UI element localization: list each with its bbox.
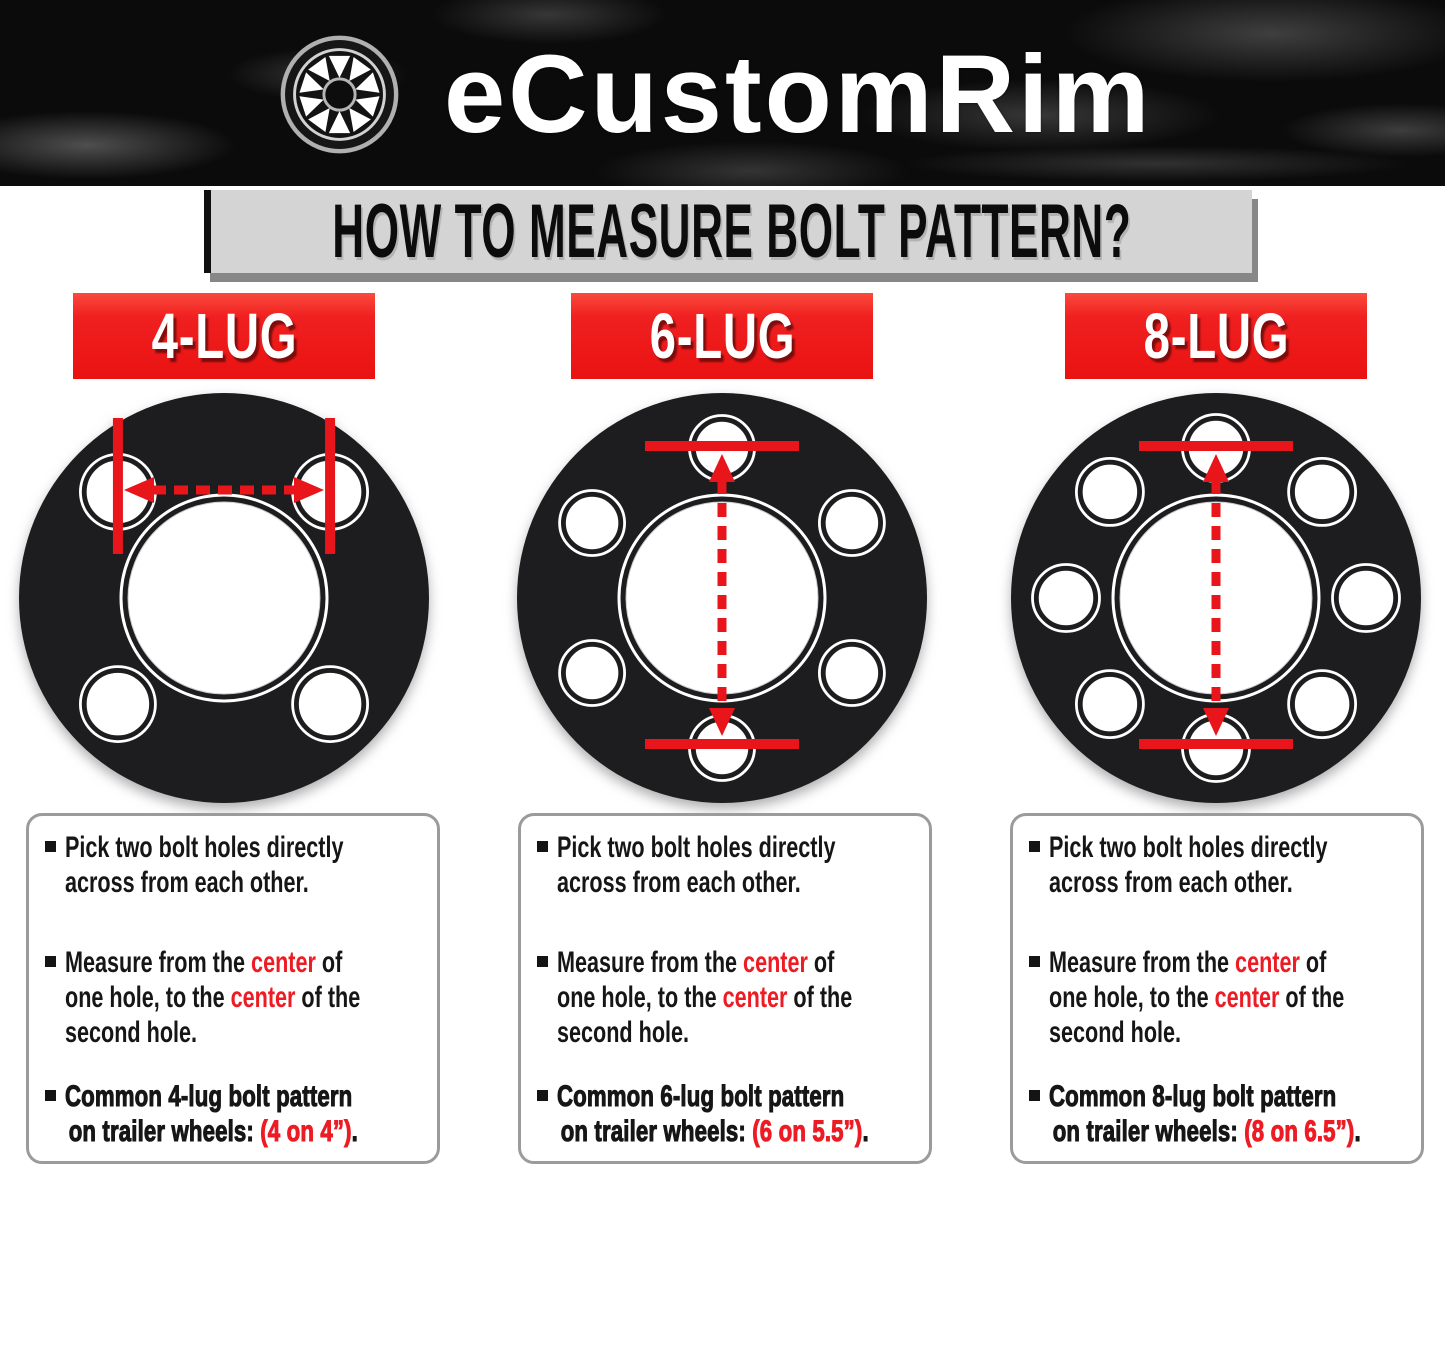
instruction-line	[1049, 830, 1327, 865]
wheel-diagram-6lug	[512, 388, 932, 808]
brand-name: eCustomRim	[444, 32, 1153, 156]
instruction-line	[1049, 1114, 1361, 1149]
bullet-square-icon	[1029, 841, 1040, 852]
bullet-text	[557, 945, 852, 1050]
bolt-hole	[298, 672, 362, 736]
text-segment: on trailer wheels:	[1052, 1115, 1245, 1148]
bullet-text	[557, 1079, 869, 1149]
instructions-content	[521, 816, 929, 1149]
instruction-line	[1049, 980, 1344, 1015]
bolt-hole	[1082, 676, 1138, 732]
bolt-hole	[1082, 464, 1138, 520]
instruction-line	[1049, 1079, 1361, 1114]
bullet-item	[537, 945, 925, 1050]
bullet-item	[1029, 830, 1417, 900]
text-segment: one hole, to the	[65, 981, 231, 1014]
lug-banner-label: 4-LUG	[151, 300, 297, 372]
text-segment-red: center	[743, 946, 808, 979]
bullet-text	[1049, 945, 1344, 1050]
instructions-box-6lug	[518, 813, 932, 1164]
instruction-line	[557, 1079, 869, 1114]
text-segment-red: center	[230, 981, 296, 1014]
wheel-diagram-4lug	[14, 388, 434, 808]
text-segment: second hole.	[1049, 1016, 1182, 1049]
text-segment: Common 8-lug bolt pattern	[1049, 1080, 1337, 1113]
bullet-text	[65, 945, 360, 1050]
bolt-hole	[1338, 570, 1394, 626]
bullet-square-icon	[45, 841, 56, 852]
lug-banner-8	[1065, 293, 1367, 379]
bullet-text	[1049, 830, 1327, 900]
text-segment: .	[351, 1115, 358, 1148]
bolt-hole	[825, 646, 879, 700]
instruction-line	[557, 945, 852, 980]
instructions-box-8lug	[1010, 813, 1424, 1164]
wheel-svg-6lug	[512, 388, 932, 808]
instruction-line	[557, 1015, 852, 1050]
lug-banner-4	[73, 293, 375, 379]
bullet-square-icon	[537, 1090, 548, 1101]
bullet-text	[65, 1079, 358, 1149]
bolt-hole	[86, 672, 150, 736]
instruction-line	[65, 945, 360, 980]
instruction-line	[65, 980, 360, 1015]
instruction-line	[65, 1015, 360, 1050]
text-segment: Measure from the	[65, 946, 252, 979]
bolt-hole	[825, 496, 879, 550]
text-segment-red: center	[1235, 946, 1300, 979]
bolt-hole	[1038, 570, 1094, 626]
instruction-line	[1049, 945, 1344, 980]
bolt-hole	[565, 496, 619, 550]
text-segment: on trailer wheels:	[68, 1115, 261, 1148]
instruction-line	[557, 830, 835, 865]
text-segment: of the	[1279, 981, 1345, 1014]
text-segment: across from each other.	[557, 866, 801, 899]
text-segment: of the	[295, 981, 361, 1014]
bullet-item	[537, 830, 925, 900]
bolt-hole	[1294, 464, 1350, 520]
instruction-line	[557, 1114, 869, 1149]
instruction-line	[65, 865, 343, 900]
title-banner	[204, 190, 1252, 273]
text-segment: of	[807, 946, 835, 979]
instruction-line	[65, 1079, 358, 1114]
bullet-square-icon	[45, 956, 56, 967]
instruction-line	[65, 830, 343, 865]
text-segment-red: (4 on 4”)	[260, 1115, 352, 1148]
text-segment-red: center	[1214, 981, 1280, 1014]
bullet-square-icon	[537, 956, 548, 967]
wheel-svg-4lug	[14, 388, 434, 808]
bullet-item	[45, 945, 433, 1050]
text-segment: .	[862, 1115, 869, 1148]
text-segment: Pick two bolt holes directly	[65, 831, 344, 864]
instruction-line	[557, 865, 835, 900]
bullet-item	[45, 830, 433, 900]
header-banner	[0, 0, 1445, 186]
text-segment-red: (6 on 5.5”)	[752, 1115, 863, 1148]
bullet-square-icon	[537, 841, 548, 852]
bullet-item	[45, 1079, 433, 1149]
wheel-logo-icon	[276, 31, 403, 158]
instruction-line	[1049, 865, 1327, 900]
text-segment-red: center	[251, 946, 316, 979]
bullet-square-icon	[45, 1090, 56, 1101]
text-segment-red: (8 on 6.5”)	[1244, 1115, 1355, 1148]
lug-banner-6	[571, 293, 873, 379]
bullet-item	[537, 1079, 925, 1149]
instructions-box-4lug	[26, 813, 440, 1164]
text-segment: second hole.	[65, 1016, 198, 1049]
text-segment: of the	[787, 981, 853, 1014]
wheel-svg-8lug	[1006, 388, 1426, 808]
wheel-logo-svg	[276, 31, 403, 158]
text-segment: across from each other.	[1049, 866, 1293, 899]
text-segment: Measure from the	[557, 946, 744, 979]
text-segment: Common 4-lug bolt pattern	[65, 1080, 353, 1113]
lug-banner-label: 6-LUG	[649, 300, 795, 372]
bullet-item	[1029, 945, 1417, 1050]
bullet-item	[1029, 1079, 1417, 1149]
text-segment: Common 6-lug bolt pattern	[557, 1080, 845, 1113]
text-segment-red: center	[722, 981, 788, 1014]
page-title: HOW TO MEASURE BOLT PATTERN?	[331, 189, 1132, 274]
center-hole	[128, 502, 320, 694]
bullet-text	[1049, 1079, 1361, 1149]
text-segment: one hole, to the	[1049, 981, 1215, 1014]
instruction-line	[65, 1114, 358, 1149]
text-segment: across from each other.	[65, 866, 309, 899]
text-segment: Pick two bolt holes directly	[1049, 831, 1328, 864]
text-segment: of	[315, 946, 343, 979]
instruction-line	[1049, 1015, 1344, 1050]
text-segment: .	[1354, 1115, 1361, 1148]
bolt-hole	[1294, 676, 1350, 732]
text-segment: one hole, to the	[557, 981, 723, 1014]
instructions-content	[29, 816, 437, 1149]
text-segment: Measure from the	[1049, 946, 1236, 979]
text-segment: Pick two bolt holes directly	[557, 831, 836, 864]
wheel-diagram-8lug	[1006, 388, 1426, 808]
instructions-content	[1013, 816, 1421, 1149]
bolt-hole	[565, 646, 619, 700]
bullet-text	[65, 830, 343, 900]
lug-banner-label: 8-LUG	[1143, 300, 1289, 372]
bullet-square-icon	[1029, 1090, 1040, 1101]
bullet-square-icon	[1029, 956, 1040, 967]
instruction-line	[557, 980, 852, 1015]
bullet-text	[557, 830, 835, 900]
text-segment: second hole.	[557, 1016, 690, 1049]
text-segment: of	[1299, 946, 1327, 979]
text-segment: on trailer wheels:	[560, 1115, 753, 1148]
